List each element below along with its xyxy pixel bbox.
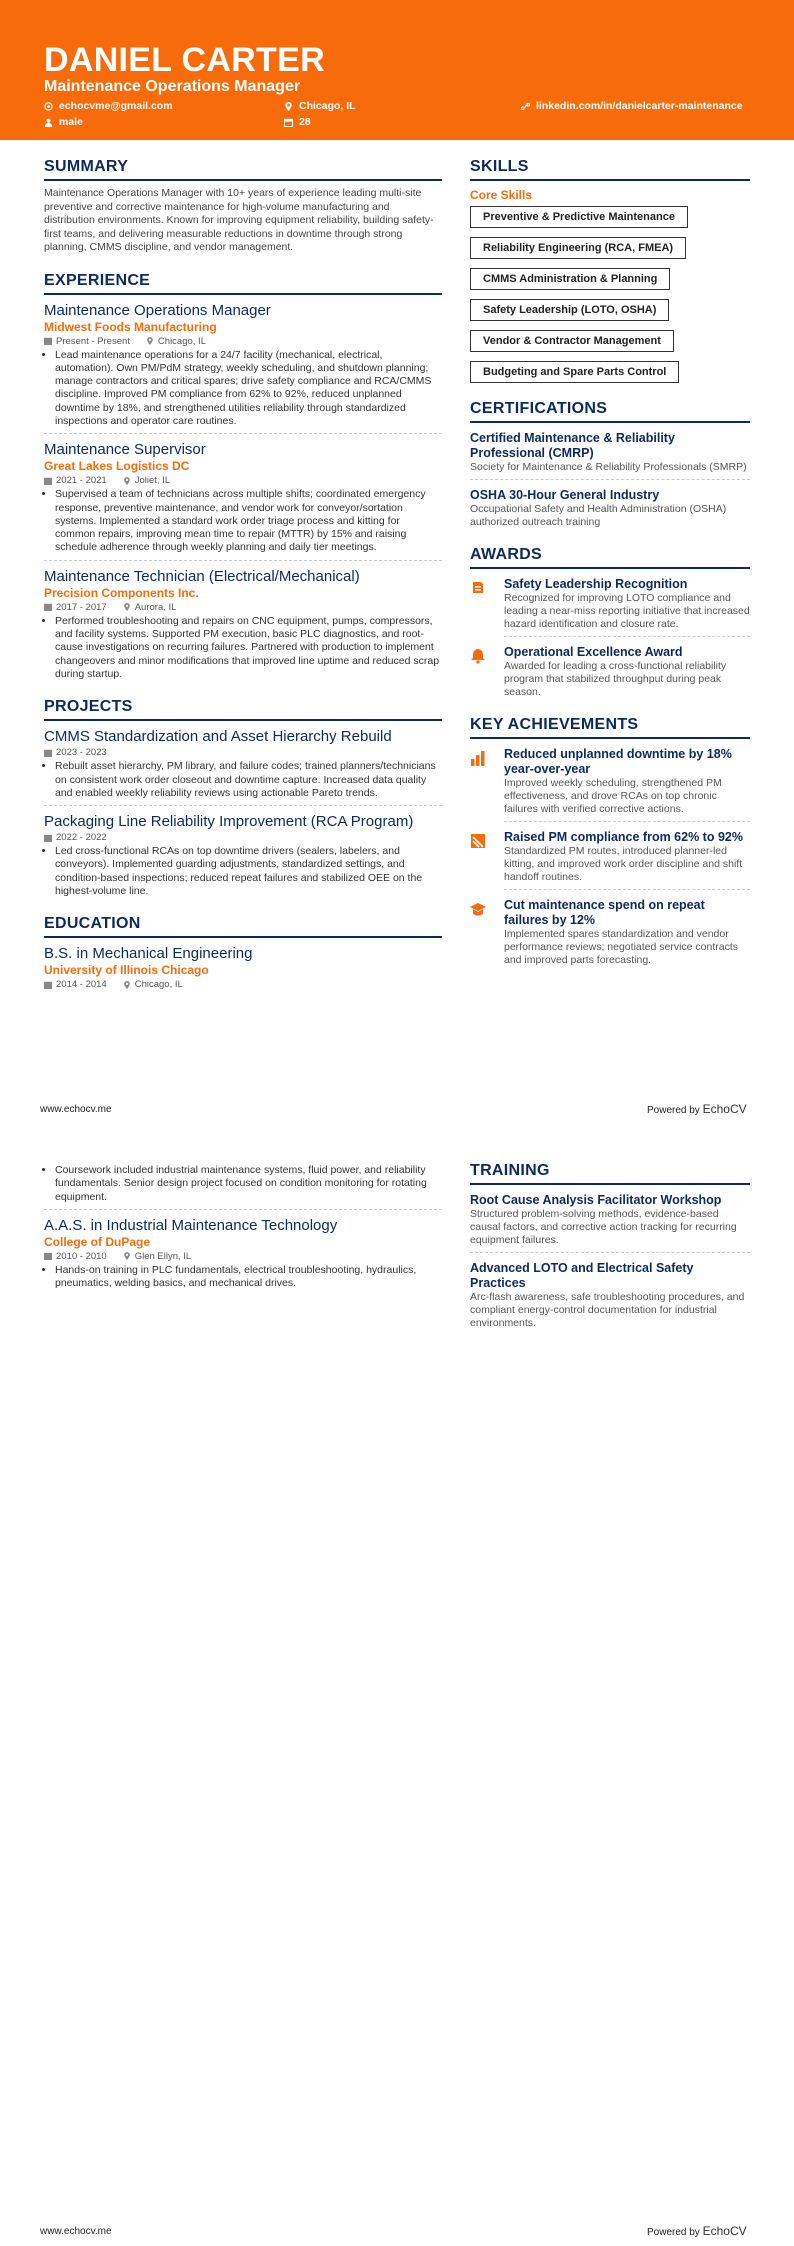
experience-bullet: • Performed troubleshooting and repairs on CNC equipment, pumps, compressors, and facility systems. Supported PM execution, basic PLC diagnostics, and root-cause investigations on recurring failures. Partnered with production to implement changeovers and minor modifications that improved line uptime and reduced scrap during startup. <box>55 615 442 681</box>
experience-dates: 2017 - 2017 <box>56 601 107 613</box>
certifications-heading: CERTIFICATIONS <box>470 400 750 423</box>
core-skills-label: Core Skills <box>470 188 533 202</box>
contact-age: 28 <box>284 116 311 128</box>
project-bullet: • Rebuilt asset hierarchy, PM library, and failure codes; trained planners/technicians on consistent work order closeout and downtime capture. Increased data quality and enabled weekly reliability reviews using actionable Pareto trends. <box>55 760 442 800</box>
bar-chart-icon <box>470 750 486 766</box>
divider <box>470 479 750 480</box>
experience-company: Precision Components Inc. <box>44 585 199 600</box>
location-pin-icon <box>123 477 131 485</box>
calendar-icon <box>44 337 52 345</box>
achievements-heading: KEY ACHIEVEMENTS <box>470 716 750 739</box>
experience-dates: Present - Present <box>56 335 130 347</box>
footer-powered-by <box>647 2224 747 2238</box>
calendar-icon <box>44 749 52 757</box>
summary-text: Maintenance Operations Manager with 10+ years of experience leading multi-site preventive and corrective maintenance for high-volume manufacturing and distribution environments. Known for improving equipment reliability, building safety-first teams, and delivering measurable reductions in downtime through strong planning, CMMS discipline, and vendor management. <box>44 187 434 253</box>
experience-dates: 2021 - 2021 <box>56 475 107 487</box>
divider <box>44 1209 442 1210</box>
achievement-item <box>470 898 750 967</box>
contact-gender: male <box>44 116 83 128</box>
award-item <box>470 577 750 637</box>
calendar-icon <box>284 118 293 127</box>
education-location: Glen Ellyn, IL <box>134 1250 192 1262</box>
location-pin-icon <box>123 603 131 611</box>
contact-email[interactable]: echocvme@gmail.com <box>44 100 173 112</box>
award-title: Operational Excellence Award <box>504 645 683 659</box>
experience-bullet: • Lead maintenance operations for a 24/7 facility (mechanical, electrical, automation). Own PM/PdM strategy, weekly scheduling, and shutdown planning; manage contractors and critical spares; drive safety compliance and RCA/CMMS discipline. Improved PM compliance from 62% to 92%, reduced unplanned downtime by 18%, and strengthened utilities reliability through standardized inspections and operator care routines. <box>55 349 442 429</box>
achievement-desc: Implemented spares standardization and vendor performance reviews; negotiated service contracts and improved parts forecasting. <box>504 928 739 966</box>
award-desc: Recognized for improving LOTO compliance and leading a near-miss reporting initiative that increased hazard identification and closure rate. <box>504 592 750 630</box>
education-degree: A.A.S. in Industrial Maintenance Technology <box>44 1216 338 1234</box>
training-heading: TRAINING <box>470 1162 750 1185</box>
contact-location: Chicago, IL <box>284 100 356 112</box>
calendar-icon <box>44 603 52 611</box>
experience-meta <box>44 335 442 348</box>
experience-location: Aurora, IL <box>134 601 177 613</box>
location-pin-icon <box>146 337 154 345</box>
education-meta <box>44 978 442 991</box>
brand-logo: EchoCV <box>702 1102 747 1116</box>
training-title: Root Cause Analysis Facilitator Workshop <box>470 1193 722 1207</box>
skill-tag: CMMS Administration & Planning <box>470 268 670 290</box>
powered-by-label: Powered by <box>647 2227 700 2238</box>
education-location: Chicago, IL <box>134 979 183 991</box>
project-bullet: • Led cross-functional RCAs on top downtime drivers (sealers, labelers, and conveyors). Implemented guarding adjustments, standardized settings, and condition-based inspections; reduced repeat failures and stabilized OEE on the highest-volume line. <box>55 845 442 898</box>
education-meta <box>44 1250 442 1263</box>
skill-tag: Preventive & Predictive Maintenance <box>470 206 688 228</box>
training-desc: Structured problem-solving methods, evidence-based causal factors, and corrective action tracking for recurring equipment failures. <box>470 1208 737 1246</box>
experience-role: Maintenance Operations Manager <box>44 301 271 319</box>
experience-item <box>44 568 442 681</box>
awards-heading: AWARDS <box>470 546 750 569</box>
achievement-desc: Improved weekly scheduling, strengthened PM effectiveness, and drove RCAs on top chronic failures with verified corrective actions. <box>504 777 722 815</box>
education-bullet: • Hands-on training in PLC fundamentals, electrical troubleshooting, hydraulics, pneumatics, welding basics, and mechanical drives. <box>55 1264 442 1291</box>
skills-heading: SKILLS <box>470 158 750 181</box>
left-column-page-2 <box>44 1163 442 1290</box>
graduation-cap-icon <box>470 901 486 917</box>
skill-list <box>470 202 750 383</box>
divider <box>470 1252 750 1253</box>
projects-heading: PROJECTS <box>44 698 442 721</box>
right-column-page-2 <box>470 1162 750 1330</box>
summary-heading: SUMMARY <box>44 158 442 181</box>
left-column-page-1 <box>44 158 442 991</box>
training-item <box>470 1261 750 1330</box>
calendar-icon <box>44 981 52 989</box>
brand-logo: EchoCV <box>702 2224 747 2238</box>
project-meta <box>44 746 442 759</box>
experience-heading: EXPERIENCE <box>44 272 442 295</box>
education-dates: 2010 - 2010 <box>56 1250 107 1262</box>
bell-award-icon <box>470 648 486 664</box>
footer-site-link[interactable]: www.echocv.me <box>40 1104 112 1115</box>
skill-tag: Safety Leadership (LOTO, OSHA) <box>470 299 669 321</box>
award-desc: Awarded for leading a cross-functional reliability program that stabilized throughput during peak season. <box>504 660 727 698</box>
project-title: CMMS Standardization and Asset Hierarchy Rebuild <box>44 728 392 746</box>
skill-tag: Budgeting and Spare Parts Control <box>470 361 679 383</box>
certification-issuer: Occupational Safety and Health Administration (OSHA) authorized outreach training <box>470 503 727 528</box>
experience-item <box>44 302 442 435</box>
experience-role: Maintenance Technician (Electrical/Mechanical) <box>44 567 360 585</box>
experience-bullet: • Supervised a team of technicians across multiple shifts; coordinated emergency response, preventive maintenance, and vendor work for conveyor/sortation systems. Implemented a standard work order triage process and kitting for common repairs, improving mean time to repair (MTTR) by 15% and raising schedule adherence through weekly planning and daily tier meetings. <box>55 488 442 554</box>
project-dates: 2023 - 2023 <box>56 747 107 759</box>
divider <box>44 805 442 806</box>
calendar-icon <box>44 1252 52 1260</box>
education-degree: B.S. in Mechanical Engineering <box>44 945 253 963</box>
powered-by-label: Powered by <box>647 1105 700 1116</box>
divider <box>504 889 750 890</box>
footer-powered-by <box>647 1102 747 1116</box>
certification-title: OSHA 30-Hour General Industry <box>470 488 660 502</box>
candidate-title: Maintenance Operations Manager <box>44 78 301 95</box>
education-heading: EDUCATION <box>44 915 442 938</box>
project-meta <box>44 831 442 844</box>
divider <box>504 636 750 637</box>
achievement-desc: Standardized PM routes, introduced planner-led kitting, and improved work order discipline and shift handoff routines. <box>504 845 743 883</box>
education-dates: 2014 - 2014 <box>56 979 107 991</box>
award-badge-icon <box>470 580 486 596</box>
calendar-icon <box>44 477 52 485</box>
experience-location: Joliet, IL <box>134 475 171 487</box>
resume-header <box>0 0 794 140</box>
project-item <box>44 728 442 806</box>
experience-company: Midwest Foods Manufacturing <box>44 319 217 334</box>
experience-meta <box>44 474 442 487</box>
experience-meta <box>44 601 442 614</box>
experience-company: Great Lakes Logistics DC <box>44 459 190 474</box>
certification-issuer: Society for Maintenance & Reliability Professionals (SMRP) <box>470 461 747 473</box>
trend-chart-icon <box>470 833 486 849</box>
project-dates: 2022 - 2022 <box>56 832 107 844</box>
experience-location: Chicago, IL <box>157 335 206 347</box>
certification-item <box>470 431 750 480</box>
training-title: Advanced LOTO and Electrical Safety Practices <box>470 1261 694 1290</box>
location-pin-icon <box>123 981 131 989</box>
divider <box>44 560 442 561</box>
footer-site-link[interactable]: www.echocv.me <box>40 2226 112 2237</box>
certification-title: Certified Maintenance & Reliability Professional (CMRP) <box>470 431 675 460</box>
person-icon <box>44 118 53 127</box>
project-item <box>44 813 442 898</box>
training-desc: Arc-flash awareness, safe troubleshooting procedures, and compliant energy-control documentation for industrial environments. <box>470 1291 745 1329</box>
certification-item <box>470 488 750 529</box>
achievement-item <box>470 747 750 822</box>
location-pin-icon <box>284 102 293 111</box>
calendar-icon <box>44 834 52 842</box>
education-item <box>44 945 442 991</box>
achievement-item <box>470 830 750 890</box>
link-icon <box>521 102 530 111</box>
right-column-page-1 <box>470 158 750 967</box>
education-bullet: • Coursework included industrial maintenance systems, fluid power, and reliability fundamentals. Senior design project focused on condition monitoring for rotating equipment. <box>55 1164 442 1204</box>
training-item <box>470 1193 750 1253</box>
candidate-name: DANIEL CARTER <box>44 41 325 79</box>
education-school: College of DuPage <box>44 1234 151 1249</box>
location-pin-icon <box>123 1252 131 1260</box>
contact-linkedin[interactable]: linkedin.com/in/danielcarter-maintenance <box>521 100 743 112</box>
experience-item <box>44 441 442 560</box>
email-icon <box>44 102 53 111</box>
award-title: Safety Leadership Recognition <box>504 577 688 591</box>
divider <box>504 821 750 822</box>
experience-role: Maintenance Supervisor <box>44 441 206 459</box>
achievement-title: Raised PM compliance from 62% to 92% <box>504 830 743 844</box>
skill-tag: Reliability Engineering (RCA, FMEA) <box>470 237 686 259</box>
skill-tag: Vendor & Contractor Management <box>470 330 674 352</box>
achievement-title: Cut maintenance spend on repeat failures by 12% <box>504 898 705 927</box>
project-title: Packaging Line Reliability Improvement (RCA Program) <box>44 813 414 831</box>
award-item <box>470 645 750 699</box>
achievement-title: Reduced unplanned downtime by 18% year-over-year <box>504 747 732 776</box>
education-item <box>44 1217 442 1291</box>
education-school: University of Illinois Chicago <box>44 963 209 978</box>
divider <box>44 433 442 434</box>
